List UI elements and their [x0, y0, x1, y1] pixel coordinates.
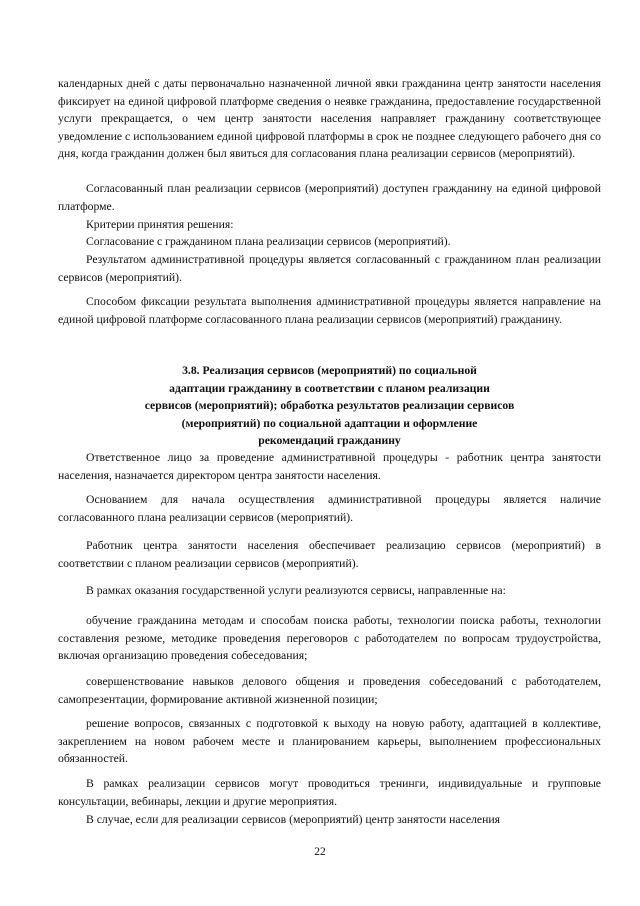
heading-line-2: адаптации гражданину в соответствии с планом реализации: [169, 381, 490, 395]
paragraph-8: Основанием для начала осуществления административной процедуры является наличие согласованного плана реализации сервисов (мероприятий).: [58, 493, 601, 524]
paragraph-10: В рамках оказания государственной услуги реализуются сервисы, направленные на:: [86, 584, 506, 597]
heading-line-3: сервисов (мероприятий); обработка результатов реализации сервисов: [144, 399, 515, 413]
list-item-2: совершенствование навыков делового общения и проведения собеседований с работодателем, самопрезентации, формирование активной жизненной позиции;: [58, 675, 601, 706]
section-heading: [58, 362, 601, 450]
heading-line-4: (мероприятий) по социальной адаптации и оформление: [181, 416, 478, 430]
paragraph-12: В случае, если для реализации сервисов (мероприятий) центр занятости населения: [86, 813, 500, 826]
heading-line-1: 3.8. Реализация сервисов (мероприятий) по социальной: [182, 364, 477, 377]
list-item-1: обучение гражданина методам и способам поиска работы, технологии поиска работы, технологии составления резюме, методике проведения переговоров с работодателем по вопросам трудоустройства, включая организацию проведения собеседования;: [58, 614, 601, 663]
page-number: 22: [314, 846, 326, 858]
paragraph-5: Результатом административной процедуры является согласованный с гражданином план реализации сервисов (мероприятий).: [58, 253, 601, 284]
paragraph-1: календарных дней с даты первоначально назначенной личной явки гражданина центр занятости населения фиксирует на единой цифровой платформе сведения о неявке гражданина, предоставление государственной услуги прекращается, о чем центр занятости населения направляет гражданину соответствующее уведомление с использованием единой цифровой платформы в срок не позднее следующего рабочего дня со дня, когда гражданин должен был явиться для согласования плана реализации сервисов (мероприятий).: [58, 77, 601, 161]
paragraph-6: Способом фиксации результата выполнения административной процедуры является направление на единой цифровой платформе согласованного плана реализации сервисов (мероприятий) гражданину.: [58, 295, 601, 326]
heading-line-5: рекомендаций гражданину: [258, 434, 401, 448]
list-item-3: решение вопросов, связанных с подготовкой к выходу на новую работу, адаптацией в коллективе, закреплением на новом рабочем месте и планированием карьеры, выполнением профессиональных обязанностей.: [58, 717, 601, 766]
paragraph-11: В рамках реализации сервисов могут проводиться тренинги, индивидуальные и групповые консультации, вебинары, лекции и другие мероприятия.: [58, 777, 601, 808]
paragraph-4: Согласование с гражданином плана реализации сервисов (мероприятий).: [86, 235, 451, 248]
paragraph-3: Критерии принятия решения:: [86, 218, 234, 231]
paragraph-9: Работник центра занятости населения обеспечивает реализацию сервисов (мероприятий) в соответствии с планом реализации сервисов (мероприятий).: [58, 539, 601, 570]
paragraph-7: Ответственное лицо за проведение административной процедуры - работник центра занятости населения, назначается директором центра занятости населения.: [58, 451, 601, 482]
paragraph-2: Согласованный план реализации сервисов (мероприятий) доступен гражданину на единой цифровой платформе.: [58, 182, 601, 213]
